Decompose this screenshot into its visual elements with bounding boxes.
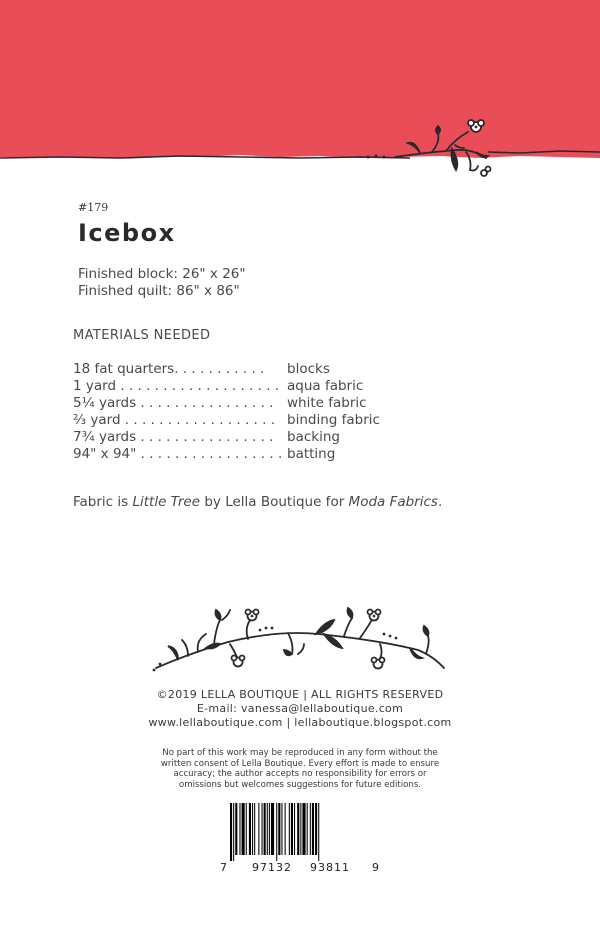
barcode-bar — [254, 803, 255, 855]
barcode-bar — [246, 803, 247, 855]
barcode-bar — [278, 803, 280, 855]
barcode-bar — [297, 803, 299, 855]
barcode-right-group: 93811 — [310, 861, 350, 873]
barcode-bar — [318, 803, 319, 861]
website-links: www.lellaboutique.com | lellaboutique.blogspot.com — [148, 716, 452, 729]
barcode-bar — [291, 803, 293, 855]
list-item — [73, 361, 403, 378]
disclaimer-line: omissions but welcomes suggestions for future editions. — [178, 779, 422, 790]
header-banner — [0, 0, 600, 180]
barcode-bar — [312, 803, 314, 855]
barcode-bar — [307, 803, 308, 855]
barcode-bar — [271, 803, 274, 855]
contact-email: E-mail: vanessa@lellaboutique.com — [196, 702, 404, 715]
barcode-bar — [315, 803, 317, 855]
barcode-bar — [258, 803, 259, 855]
fabric-manufacturer: Moda Fabrics — [348, 494, 438, 510]
material-quantity: 18 fat quarters. . . . . . . . . . . — [73, 361, 265, 377]
finished-sizes — [78, 266, 246, 300]
barcode-bar — [302, 803, 305, 855]
material-quantity: 1 yard . . . . . . . . . . . . . . . . . . . — [73, 378, 280, 394]
barcode-bar — [249, 803, 251, 855]
barcode-bar — [281, 803, 282, 855]
barcode-bar — [289, 803, 290, 855]
barcode-bar — [310, 803, 311, 855]
barcode-graphic — [218, 803, 382, 873]
fabric-note — [73, 494, 442, 510]
barcode-bar — [285, 803, 286, 855]
barcode-bar — [230, 803, 232, 861]
disclaimer — [120, 748, 480, 790]
disclaimer-line: written consent of Lella Boutique. Every effort is made to ensure — [160, 758, 440, 769]
list-item — [73, 429, 403, 446]
barcode-bar — [300, 803, 301, 855]
barcode-bar — [242, 803, 245, 855]
copyright: ©2019 LELLA BOUTIQUE | ALL RIGHTS RESERVED — [156, 688, 444, 701]
list-item — [73, 412, 403, 429]
disclaimer-line: accuracy; the author accepts no responsibility for errors or — [173, 769, 427, 779]
list-item — [73, 395, 403, 412]
fabric-note-prefix: Fabric is — [73, 494, 133, 510]
pattern-number: #179 — [78, 201, 109, 214]
barcode-left-group: 97132 — [252, 861, 292, 873]
material-use: aqua fabric — [287, 378, 364, 394]
barcode-bar — [264, 803, 266, 855]
disclaimer-line: No part of this work may be reproduced in any form without the — [162, 748, 438, 758]
fabric-line-name: Little Tree — [132, 494, 201, 510]
barcode-bar — [276, 803, 277, 861]
material-quantity: ⅔ yard . . . . . . . . . . . . . . . . . . — [73, 412, 276, 428]
footer — [0, 688, 600, 730]
finished-block-spec: Finished block: 26" x 26" — [78, 266, 246, 282]
fabric-note-suffix: . — [437, 494, 443, 510]
barcode-bar — [262, 803, 263, 855]
barcode-first-digit: 7 — [220, 861, 227, 873]
material-use: binding fabric — [287, 412, 380, 428]
material-use: backing — [287, 429, 340, 445]
barcode-bar — [233, 803, 234, 861]
finished-quilt-spec: Finished quilt: 86" x 86" — [78, 283, 240, 299]
list-item — [73, 378, 403, 395]
barcode-bar — [294, 803, 295, 855]
material-quantity: 7¾ yards . . . . . . . . . . . . . . . . — [73, 429, 274, 445]
page-title: Icebox — [78, 219, 176, 247]
fabric-note-middle: by Lella Boutique for — [200, 494, 349, 510]
barcode-check-digit: 9 — [372, 861, 379, 873]
material-quantity: 94" x 94" . . . . . . . . . . . . . . . . . — [73, 446, 283, 462]
barcode-bar — [269, 803, 270, 855]
list-item — [73, 446, 403, 463]
material-use: white fabric — [287, 395, 367, 411]
materials-heading: MATERIALS NEEDED — [73, 328, 211, 343]
barcode-bar — [235, 803, 237, 855]
material-quantity: 5¼ yards . . . . . . . . . . . . . . . . — [73, 395, 274, 411]
material-use: batting — [287, 446, 336, 462]
barcode-bar — [239, 803, 240, 855]
barcode-bar — [267, 803, 268, 855]
floral-vine-icon — [148, 606, 448, 678]
materials-list — [73, 361, 403, 463]
material-use: blocks — [287, 361, 330, 377]
barcode-bar — [252, 803, 253, 855]
